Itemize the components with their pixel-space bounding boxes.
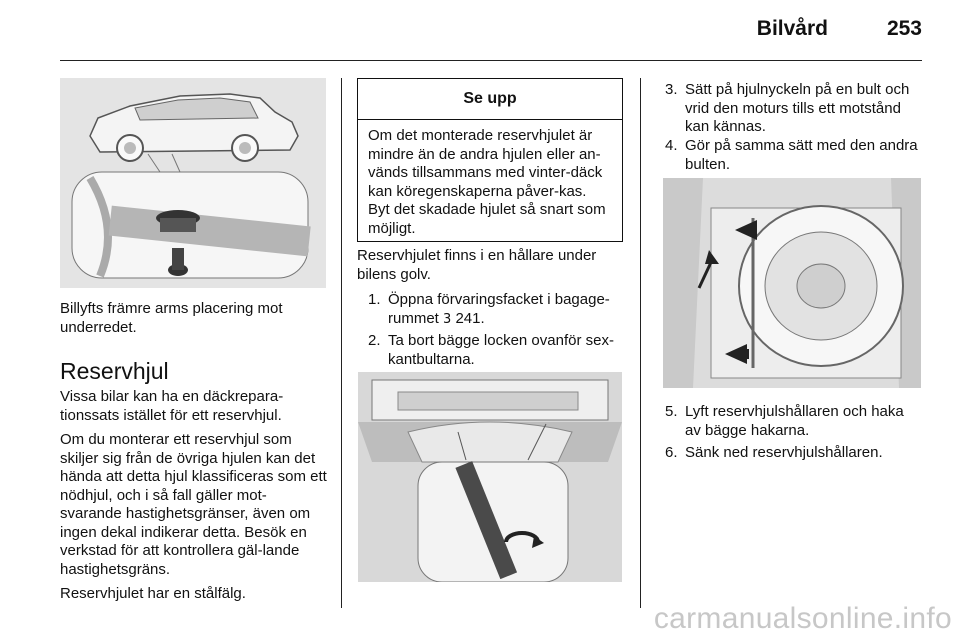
step-number: 1. (368, 291, 381, 308)
column-divider-1 (341, 78, 342, 608)
step-number: 3. (665, 81, 678, 98)
step-2 (368, 332, 624, 369)
watermark: carmanualsonline.info (653, 602, 952, 635)
step-number: 5. (665, 403, 678, 420)
step-5 (665, 403, 923, 440)
step-1 (368, 291, 624, 329)
step-text: Ta bort bägge locken ovanför sex-kantbultarna. (388, 332, 614, 368)
step-6 (665, 444, 923, 463)
paragraph-2: Om du monterar ett reservhjul som skiljer sig från de övriga hjulen kan det hända att detta hjul klassificeras som ett nödhjul, och i så fall gäller mot-svarande hastighetsgränser, även om ingen dekal indikerar detta. Besök en verkstad för att kontrollera gäl-lande hastighetsgräns. (60, 431, 327, 578)
trunk-wrench-illustration (358, 372, 622, 582)
spare-wheel-holder-illustration (663, 178, 921, 388)
car-lift-illustration (60, 78, 326, 288)
step-text: Gör på samma sätt med den andra bulten. (685, 137, 918, 173)
step-number: 2. (368, 332, 381, 349)
left-column-text (60, 300, 328, 337)
caution-box (357, 78, 623, 242)
paragraph-1: Vissa bilar kan ha en däckrepara-tionssats istället för ett reservhjul. (60, 388, 284, 424)
step-text: Sätt på hjulnyckeln på en bult och vrid den moturs tills ett motstånd kan kännas. (685, 81, 910, 135)
chapter-title: Bilvård (756, 17, 828, 40)
page-number: 253 (886, 17, 922, 40)
paragraph-3: Reservhjulet har en stålfälg. (60, 585, 246, 602)
step-text: Lyft reservhjulshållaren och haka av bägge hakarna. (685, 403, 904, 439)
middle-intro (357, 247, 623, 284)
figure-caption: Billyfts främre arms placering mot underredet. (60, 300, 283, 336)
step-number: 6. (665, 444, 678, 461)
page-ref-icon: 3 (443, 311, 452, 327)
step-number: 4. (665, 137, 678, 154)
step-text: Öppna förvaringsfacket i bagage-rummet (388, 291, 610, 327)
left-paragraphs (60, 388, 328, 604)
step-text: Sänk ned reservhjulshållaren. (685, 444, 883, 461)
section-title: Reservhjul (60, 358, 169, 384)
column-divider-2 (640, 78, 641, 608)
intro-text: Reservhjulet finns i en hållare under bilens golv. (357, 247, 597, 283)
caution-heading: Se upp (358, 79, 622, 120)
page-header (60, 0, 922, 61)
caution-text: Om det monterade reservhjulet är mindre än de andra hjulen eller an-vänds tillsammans med vinter-däck kan köregenskaperna påver-kas. Byt det skadade hjulet så snart som möjligt. (368, 127, 606, 237)
step-3 (665, 81, 923, 137)
step-4 (665, 137, 923, 174)
page-ref-link[interactable]: 241. (455, 309, 485, 327)
